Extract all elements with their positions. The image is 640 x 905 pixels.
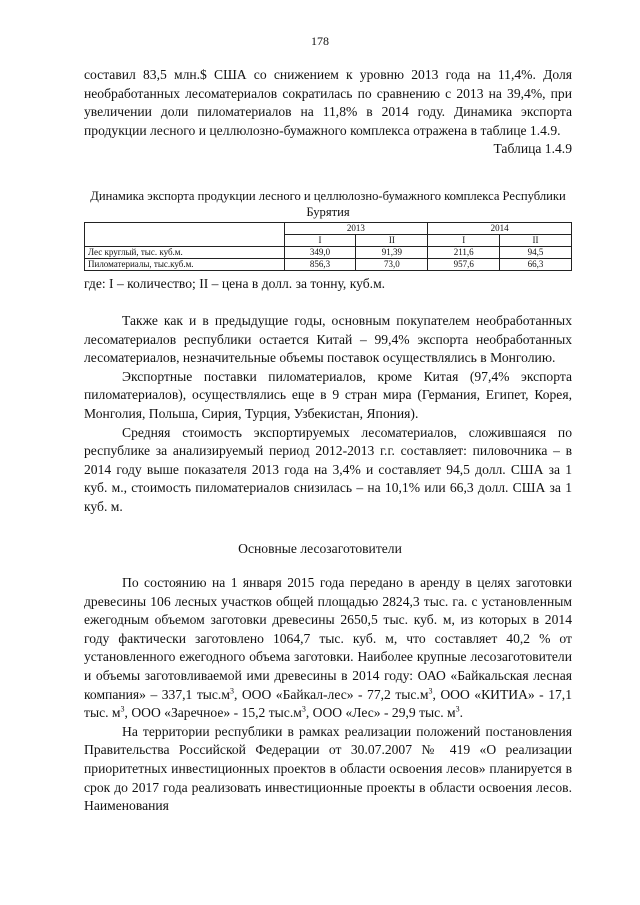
table-row <box>85 259 572 271</box>
export-table <box>84 222 572 271</box>
loggers-text-e: , ООО «Лес» - 29,9 тыс. м <box>305 705 456 721</box>
loggers-text-a: По состоянию на 1 января 2015 года передано в аренду в целях заготовки древесины 106 лесных участков общей площадью 2824,3 тыс. га. с установленным ежегодным объемом заготовки древесины 2650,5 тыс. куб. м, из которых в 2014 году фактически заготовлено 1064,7 тыс. куб. м, что составляет 40,2 % от установленного ежегодного объема заготовки. Наиболее крупные лесозаготовители и объемы заготовливаемой ими древесины в 2014 году: ОАО «Байкальская лесная компания» – 337,1 тыс.м <box>84 575 572 702</box>
table-corner-cell <box>85 223 285 247</box>
superscript: 3 <box>229 686 234 696</box>
loggers-text-b: , ООО «Байкал-лес» - 77,2 тыс.м <box>233 686 429 702</box>
loggers-text-f: . <box>459 705 464 721</box>
year-header: 2013 <box>284 223 428 235</box>
row-label: Лес круглый, тыс. куб.м. <box>85 247 285 259</box>
body-block-2 <box>84 574 572 816</box>
table-cell: 349,0 <box>284 247 356 259</box>
table-cell: 73,0 <box>356 259 428 271</box>
table-cell: 211,6 <box>428 247 500 259</box>
paragraph-loggers <box>84 574 572 723</box>
table-cell: 94,5 <box>500 247 572 259</box>
loggers-text-c: , ООО «КИТИА» - 17,1 тыс. м <box>84 686 572 721</box>
paragraph-buyers: Также как и в предыдущие годы, основным покупателем необработанных лесоматериалов республики остается Китай – 99,4% экспорта необработанных лесоматериалов, незначительные объемы поставок осуществлялись в Монголию. <box>84 313 572 366</box>
paragraph-investment: На территории республики в рамках реализации положений постановления Правительства Российской Федерации от 30.07.2007 № 419 «О реализации приоритетных инвестиционных проектов в области освоения лесов» планируется в срок до 2017 года реализовать инвестиционные проекты в области освоения лесов. Наименования <box>84 723 572 814</box>
table-cell: 856,3 <box>284 259 356 271</box>
intro-paragraph: составил 83,5 млн.$ США со снижением к уровню 2013 года на 11,4%. Доля необработанных лесоматериалов сократилась по сравнению с 2013 на 39,4%, при увеличении доли пиломатериалов на 11,8% в 2014 году. Динамика экспорта продукции лесного и целлюлозно-бумажного комплекса отражена в таблице 1.4.9. <box>84 67 572 138</box>
superscript: 3 <box>428 686 433 696</box>
superscript: 3 <box>120 704 125 714</box>
table-cell: 957,6 <box>428 259 500 271</box>
subheader-cell: I <box>284 235 356 247</box>
page-number: 178 <box>311 34 329 48</box>
table-label: Таблица 1.4.9 <box>493 141 572 157</box>
subheader-cell: II <box>500 235 572 247</box>
superscript: 3 <box>301 704 306 714</box>
table-title: Динамика экспорта продукции лесного и целлюлозно-бумажного комплекса Республики Бурятия <box>90 189 566 219</box>
table-row <box>85 247 572 259</box>
section-heading: Основные лесозаготовители <box>238 541 402 556</box>
subheader-cell: II <box>356 235 428 247</box>
table-year-row <box>85 223 572 235</box>
row-label: Пиломатериалы, тыс.куб.м. <box>85 259 285 271</box>
paragraph-export-countries: Экспортные поставки пиломатериалов, кроме Китая (97,4% экспорта пиломатериалов), осуществлялись еще в 9 стран мира (Германия, Египет, Корея, Монголия, Польша, Сирия, Турция, Узбекистан, Япония). <box>84 368 572 421</box>
table-cell: 91,39 <box>356 247 428 259</box>
subheader-cell: I <box>428 235 500 247</box>
superscript: 3 <box>455 704 460 714</box>
body-block-1 <box>84 312 572 517</box>
intro-block <box>84 66 572 159</box>
paragraph-average-cost: Средняя стоимость экспортируемых лесоматериалов, сложившаяся по республике за анализируемый период 2012-2013 г.г. составляет: пиловочника – в 2014 году выше показателя 2013 года на 3,4% и составляет 94,5 долл. США за 1 куб. м., стоимость пиломатериалов снизилась – на 10,1% или 66,3 долл. США за 1 куб. м. <box>84 424 572 514</box>
loggers-text-d: , ООО «Заречное» - 15,2 тыс.м <box>124 705 302 721</box>
table-note: где: I – количество; II – цена в долл. за тонну, куб.м. <box>84 276 386 291</box>
year-header: 2014 <box>428 223 572 235</box>
table-cell: 66,3 <box>500 259 572 271</box>
